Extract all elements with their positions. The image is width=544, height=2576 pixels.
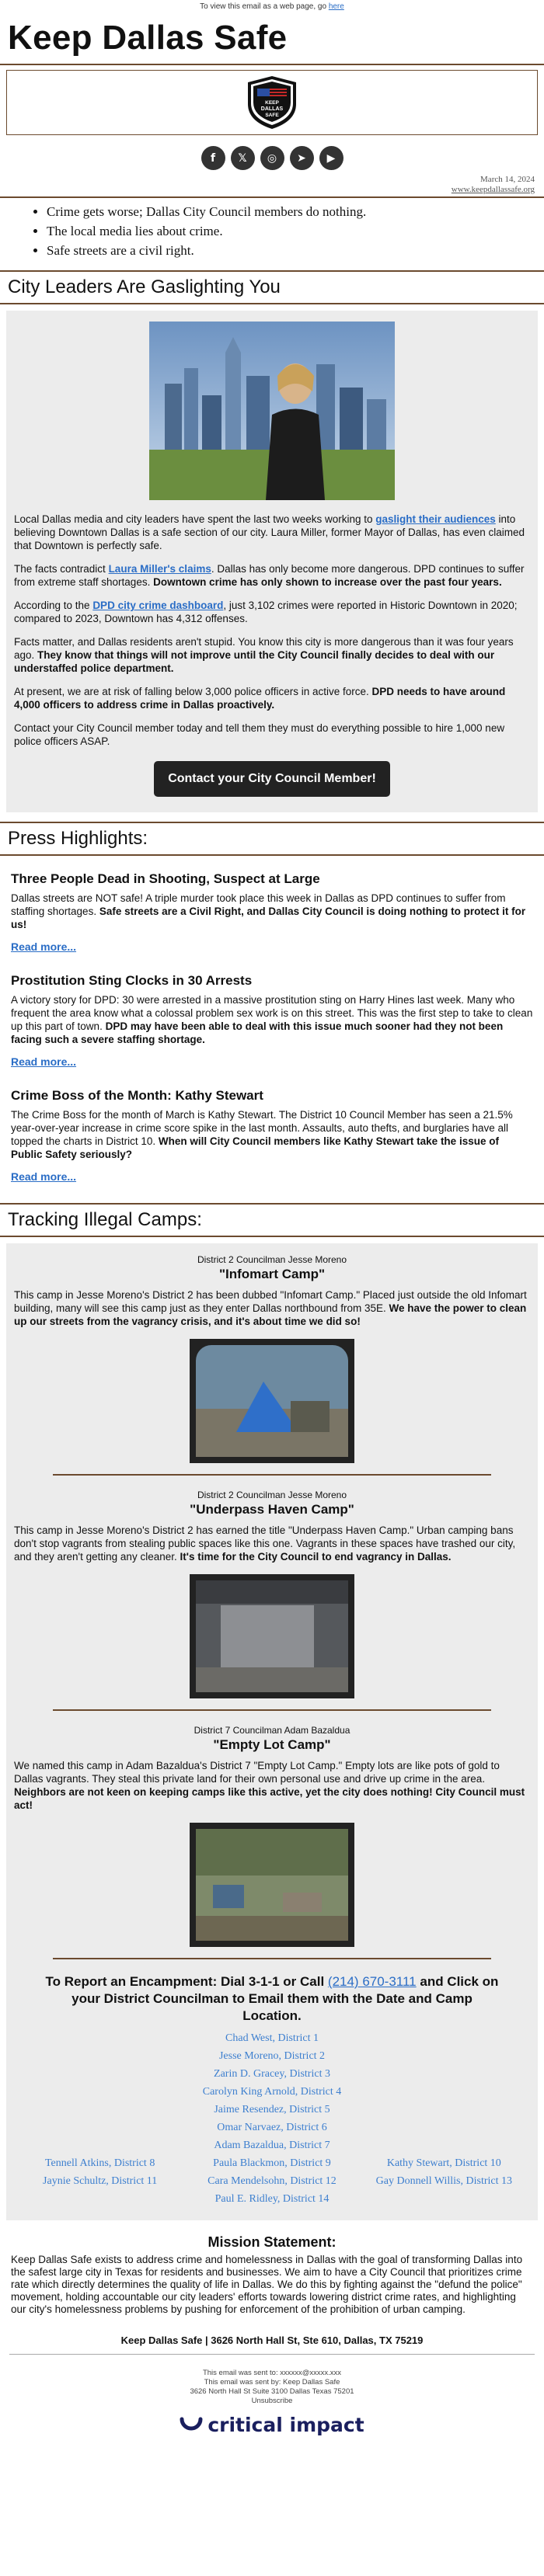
camp-photo-empty-lot (190, 1823, 354, 1947)
footer-address-small: 3626 North Hall St Suite 3100 Dallas Texas 75201 (190, 2387, 354, 2396)
crime-dashboard-link[interactable]: DPD city crime dashboard (92, 600, 224, 611)
report-instructions: To Report an Encampment: Dial 3-1-1 or Call (214) 670-3111 and Click on your District Councilman to Email them with the Date and Camp Location. (45, 1974, 499, 2023)
phone-link[interactable]: (214) 670-3111 (327, 1974, 417, 1989)
logo-text-bot: SAFE (265, 113, 279, 118)
council-link[interactable]: Jaynie Schultz, District 11 (43, 2175, 158, 2187)
divider (53, 1958, 491, 1959)
list-item: • Crime gets worse; Dallas City Council members do nothing. (47, 204, 544, 220)
unsubscribe-link[interactable]: Unsubscribe (251, 2397, 293, 2405)
council-link[interactable]: Adam Bazaldua, District 7 (214, 2140, 330, 2151)
list-item: • Safe streets are a civil right. (47, 243, 544, 259)
council-link[interactable]: Gay Donnell Willis, District 13 (375, 2175, 512, 2187)
issue-date: March 14, 2024 (480, 175, 535, 184)
camp-name: "Empty Lot Camp" (213, 1737, 331, 1752)
key-points-list (0, 198, 544, 270)
website-link[interactable]: www.keepdallassafe.org (451, 185, 535, 194)
logo-text-top: KEEP (265, 100, 279, 106)
camp-photo-infomart (190, 1339, 354, 1463)
feature-paragraph: According to the DPD city crime dashboard, just 3,102 crimes were reported in Historic Downtown in 2020; compared to 2023, Downtown has 4,312 offenses. (14, 600, 518, 624)
feature-paragraph: Contact your City Council member today and tell them they must do everything possible to hire 1,000 new police officers ASAP. (14, 722, 505, 747)
sent-by-text: This email was sent by: Keep Dallas Safe (204, 2378, 340, 2387)
preheader: To view this email as a web page, go here (200, 2, 344, 11)
council-link[interactable]: Paul E. Ridley, District 14 (214, 2193, 330, 2205)
view-web-link[interactable]: here (328, 2, 344, 11)
camp-description: This camp in Jesse Moreno's District 2 has earned the title "Underpass Haven Camp." Urban camping bans don't stop vagrants from stealing public spaces like this one. Vagrants in these spaces have trashed our city, and they aren't getting any cleaner. It's time for the City Council to end vagrancy in Dallas. (14, 1524, 516, 1563)
council-list (14, 2029, 530, 2208)
press-title: Press Highlights: (8, 828, 148, 849)
press-summary: Dallas streets are NOT safe! A triple murder took place this week in Dallas as DPD continues to suffer from staffing shortages. Safe streets are a Civil Right, and Dallas City Council is doing nothing to protect it for us! (11, 892, 526, 930)
mission-title: Mission Statement: (207, 2234, 337, 2250)
hero-image-skyline (149, 322, 395, 500)
council-link[interactable]: Kathy Stewart, District 10 (386, 2157, 501, 2169)
youtube-icon[interactable]: ▶ (319, 146, 343, 170)
feature-paragraph: The facts contradict Laura Miller's claims. Dallas has only become more dangerous. DPD continues to suffer from extreme staff shortages. Downtown crime has only shown to increase over the past four years. (14, 563, 525, 588)
camps-title: Tracking Illegal Camps: (8, 1209, 202, 1230)
council-link[interactable]: Chad West, District 1 (225, 2032, 319, 2044)
logo-box (6, 70, 538, 135)
council-link[interactable]: Carolyn King Arnold, District 4 (202, 2086, 342, 2098)
contact-council-button[interactable]: Contact your City Council Member! (154, 761, 390, 797)
camp-entry (14, 1717, 530, 1947)
read-more-link[interactable]: Read more... (11, 1170, 77, 1183)
divider (0, 64, 544, 65)
feature-paragraph: Facts matter, and Dallas residents aren't stupid. You know this city is more dangerous than it was four years ago. They know that things will not improve until the City Council finally decides to deal with our understaffed police department. (14, 636, 514, 674)
camp-name: "Underpass Haven Camp" (190, 1502, 354, 1517)
dateline (0, 175, 544, 195)
footer-address: Keep Dallas Safe | 3626 North Hall St, Ste 610, Dallas, TX 75219 (120, 2334, 424, 2346)
x-icon[interactable]: 𝕏 (231, 146, 255, 170)
brand-title: Keep Dallas Safe (8, 19, 288, 57)
camp-councilman: District 2 Councilman Jesse Moreno (197, 1254, 347, 1265)
critical-impact-brand[interactable]: critical impact (207, 2414, 364, 2436)
miller-claims-link[interactable]: Laura Miller's claims (108, 563, 211, 575)
council-link[interactable]: Zarin D. Gracey, District 3 (214, 2068, 330, 2080)
feature-paragraph: Local Dallas media and city leaders have spent the last two weeks working to gaslight their audiences into believing Downtown Dallas is a safe section of our city. Laura Miller, former Mayor of Dallas, has even claimed that Downtown is perfectly safe. (14, 513, 525, 551)
press-summary: The Crime Boss for the month of March is Kathy Stewart. The District 10 Council Member has seen a 21.5% year-over-year increase in crime score spike in the last month. Assaults, auto thefts, and burglaries have all topped the charts in District 10. When will City Council members like Kathy Stewart take the issue of Public Safety seriously? (11, 1109, 513, 1160)
divider (53, 1709, 491, 1711)
logo-text-mid: DALLAS (260, 106, 284, 112)
feature-article (6, 311, 538, 812)
council-link[interactable]: Cara Mendelsohn, District 12 (207, 2175, 337, 2187)
council-link[interactable]: Tennell Atkins, District 8 (44, 2157, 155, 2169)
camp-description: We named this camp in Adam Bazaldua's District 7 "Empty Lot Camp." Empty lots are like pots of gold to Dallas vagrants. They steal this private land for their own personal use and drive up crime in the area. Neighbors are not keen on keeping camps like this active, yet the city does nothing! City Council must act! (14, 1760, 525, 1811)
feature-paragraph: At present, we are at risk of falling below 3,000 police officers in active force. DPD needs to have around 4,000 officers to address crime in Dallas proactively. (14, 686, 506, 711)
critical-impact-icon (180, 2416, 203, 2435)
camp-councilman: District 2 Councilman Jesse Moreno (197, 1490, 347, 1500)
press-summary: A victory story for DPD: 30 were arrested in a massive prostitution sting on Harry Hines last week. Many who frequent the area know what a colossal problem sex work is on this street. This was the first step to take to clean up this part of town. DPD may have been able to deal with this issue much sooner had they not been facing such a severe staffing shortage. (11, 994, 533, 1045)
divider (53, 1474, 491, 1476)
press-section (0, 856, 544, 1192)
read-more-link[interactable]: Read more... (11, 1055, 77, 1068)
camps-section (6, 1243, 538, 2220)
powered-by (0, 2412, 544, 2452)
instagram-icon[interactable]: ◎ (260, 146, 284, 170)
council-link[interactable]: Jesse Moreno, District 2 (218, 2050, 326, 2062)
camp-councilman: District 7 Councilman Adam Bazaldua (194, 1725, 350, 1736)
read-more-link[interactable]: Read more... (11, 940, 77, 953)
gaslight-link[interactable]: gaslight their audiences (375, 513, 496, 525)
footer-meta (0, 2355, 544, 2412)
camp-entry (14, 1482, 530, 1698)
feature-title: City Leaders Are Gaslighting You (8, 276, 281, 297)
mission-section (0, 2220, 544, 2316)
sent-to-text: This email was sent to: xxxxxx@xxxxx.xxx (202, 2369, 342, 2377)
camp-entry (14, 1246, 530, 1463)
keep-dallas-safe-logo[interactable] (245, 75, 299, 130)
camp-description: This camp in Jesse Moreno's District 2 has been dubbed "Infomart Camp." Placed just outside the old Infomart building, many will see this camp just as they enter Dallas northbound from 35E. We have the power to clean up our streets from the vagrancy crisis, and it's about time we did so! (14, 1289, 527, 1327)
press-headline: Three People Dead in Shooting, Suspect at Large (11, 871, 320, 886)
press-headline: Crime Boss of the Month: Kathy Stewart (11, 1088, 263, 1103)
facebook-icon[interactable]: f (201, 146, 225, 170)
camp-photo-underpass (190, 1574, 354, 1698)
council-link[interactable]: Omar Narvaez, District 6 (217, 2122, 327, 2133)
council-link[interactable]: Jaime Resendez, District 5 (214, 2104, 330, 2115)
press-headline: Prostitution Sting Clocks in 30 Arrests (11, 973, 253, 988)
social-links (0, 140, 544, 175)
list-item: • The local media lies about crime. (47, 224, 544, 239)
camp-name: "Infomart Camp" (218, 1267, 326, 1281)
council-link[interactable]: Paula Blackmon, District 9 (213, 2157, 331, 2169)
mission-text: Keep Dallas Safe exists to address crime and homelessness in Dallas with the goal of transforming Dallas into the safest large city in Texas for residents and businesses. We aim to have a City Council that prioritizes crime rate which directly determines the quality of life in Dallas. We do this by fighting against the "defund the police" movement, holding accountable our city leaders' efforts towards lowering district crime rates, and highlighting our city's homelessness problems by pushing for enforcement of the prohibition of urban camping. (11, 2254, 523, 2315)
telegram-icon[interactable]: ➤ (290, 146, 314, 170)
